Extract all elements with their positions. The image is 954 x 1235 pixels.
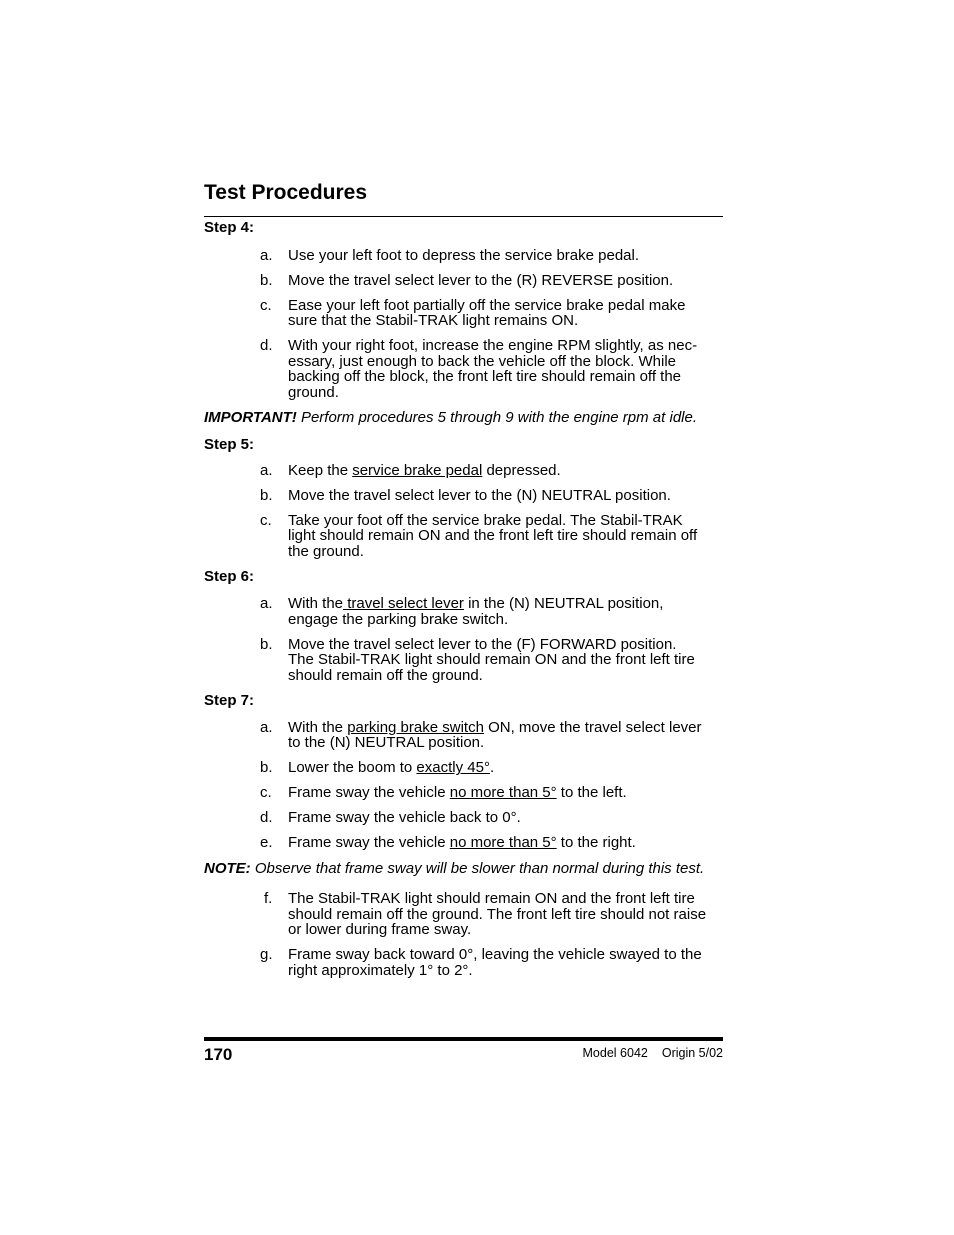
step-4-item-d [204,338,723,400]
parking-brake-switch-term: parking brake switch [347,718,484,736]
item-text: in the (N) NEUTRAL position, [463,595,664,612]
item-text: Use your left foot to depress the service brake pedal. [288,246,640,264]
step-7-item-a [204,720,723,751]
item-text-line: backing off the block, the front left tire should remain off the [288,368,682,386]
item-letter: e. [260,834,273,852]
item-letter: d. [260,337,273,355]
item-text: With the [288,595,344,612]
step-6-item-b [204,637,723,684]
item-text: Frame sway the vehicle [288,784,450,802]
travel-select-lever-term: travel select lever [343,595,464,612]
exactly-45-term: exactly 45° [416,759,490,777]
step-7-item-d [204,810,723,826]
item-letter: f. [264,890,273,908]
step-6-item-a [204,596,723,627]
step-7-item-e [204,835,723,851]
item-letter: c. [260,511,272,529]
item-text-line: or lower during frame sway. [288,921,472,939]
item-text: to the left. [556,784,627,802]
page-number: 170 [204,1045,233,1064]
step-4-item-b [204,273,723,289]
step-7-heading: Step 7: [204,691,255,709]
footer-divider [204,1037,723,1041]
item-text-line: Move the travel select lever to the (F) FORWARD position. [288,635,677,653]
step-7-item-g [204,947,723,978]
item-text: depressed. [482,461,561,479]
item-letter: a. [260,718,273,736]
step-5-item-a [204,463,723,479]
step-4-heading: Step 4: [204,219,255,236]
item-text-line: The Stabil-TRAK light should remain ON and the front left tire [288,890,695,908]
manual-page [204,0,723,1235]
model-label: Model 6042 [582,1046,648,1060]
procedure-content [204,220,723,979]
step-7-item-c [204,785,723,801]
origin-label: Origin 5/02 [661,1046,723,1060]
step-7-item-b [204,760,723,776]
item-letter: b. [260,486,273,504]
item-letter: b. [260,759,273,777]
service-brake-pedal-term: service brake pedal [352,461,483,479]
step-4-item-a [204,248,723,264]
important-note [204,410,723,426]
item-text-line: to the (N) NEUTRAL position. [288,734,485,752]
item-text-line: engage the parking brake switch. [288,610,509,628]
item-text-line: light should remain ON and the front left tire should remain off [288,527,698,545]
item-text-line: ground. [288,383,339,401]
item-text-line: Ease your left foot partially off the service brake pedal make [288,296,686,314]
item-text: . [489,759,495,777]
note-text: Observe that frame sway will be slower than normal during this test. [250,860,705,878]
item-letter: d. [260,809,273,827]
item-letter: a. [260,246,273,264]
no-more-than-5-term: no more than 5° [449,784,557,802]
item-letter: b. [260,635,273,653]
item-text-line: the ground. [288,543,364,561]
step-6-heading: Step 6: [204,568,255,586]
title-divider [204,216,723,217]
item-text: Frame sway the vehicle back to 0°. [288,809,521,827]
important-text: Perform procedures 5 through 9 with the engine rpm at idle. [296,408,697,426]
step-5-item-c [204,513,723,560]
item-text-line: should remain off the ground. The front left tire should not raise [288,905,707,923]
item-letter: a. [260,461,273,479]
item-text: Move the travel select lever to the (R) REVERSE position. [288,271,674,289]
item-text: Keep the [288,461,353,479]
item-letter: b. [260,271,273,289]
item-text: ON, move the travel select lever [483,718,702,736]
item-text: Lower the boom to [288,759,417,777]
item-letter: a. [260,595,273,612]
item-text-line: The Stabil-TRAK light should remain ON and the front left tire [288,651,695,669]
step-5-heading: Step 5: [204,435,255,453]
important-label: IMPORTANT! [204,408,297,426]
page-title: Test Procedures [204,181,368,204]
step-5-item-b [204,488,723,504]
footer-info [577,1046,723,1060]
no-more-than-5-term: no more than 5° [449,834,557,852]
item-letter: c. [260,784,272,802]
frame-sway-note [204,861,723,877]
note-label: NOTE: [204,860,251,878]
item-text-line: right approximately 1° to 2°. [288,962,473,979]
item-text-line: sure that the Stabil-TRAK light remains ON. [288,312,579,330]
item-text: With the [288,718,348,736]
item-text-line: Frame sway back toward 0°, leaving the vehicle swayed to the [288,946,702,964]
step-7-item-f [204,891,723,938]
step-4-item-c [204,298,723,329]
item-text-line: should remain off the ground. [288,666,483,684]
item-text: Frame sway the vehicle [288,834,450,852]
item-text-line: essary, just enough to back the vehicle off the block. While [288,352,676,370]
item-text: Move the travel select lever to the (N) NEUTRAL position. [288,486,671,504]
item-letter: c. [260,296,272,314]
item-letter: g. [260,946,273,964]
item-text-line: With your right foot, increase the engine RPM slightly, as nec- [288,337,698,355]
item-text-line: Take your foot off the service brake pedal. The Stabil-TRAK [288,511,683,529]
item-text: to the right. [556,834,636,852]
